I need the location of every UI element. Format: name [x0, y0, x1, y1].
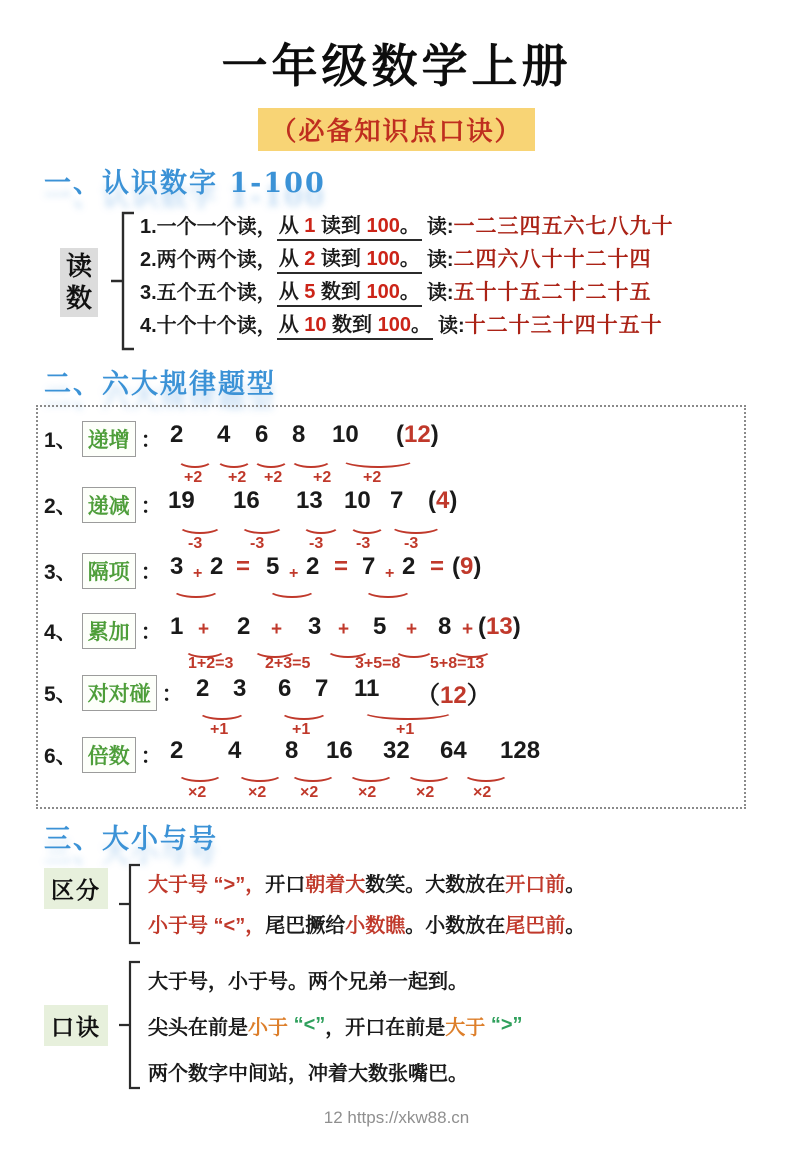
arc — [406, 765, 452, 782]
phrase-end-number: 100 — [377, 313, 411, 336]
step-label: -3 — [404, 535, 419, 552]
phrase-verb: 读到 — [315, 247, 367, 270]
segment: 小数瞧 — [345, 915, 406, 937]
segment: 尾巴前 — [505, 915, 566, 937]
item-colon: ： — [140, 561, 162, 584]
distinguish-line-greater — [148, 862, 585, 903]
segment: 数笑。大数放在 — [365, 874, 506, 896]
plus-sign: + — [289, 565, 299, 582]
sequence-number: 3 — [170, 553, 184, 580]
answer-number: 13 — [486, 613, 513, 640]
step-label: 1+2=3 — [188, 655, 234, 672]
item-colon: ： — [140, 495, 162, 518]
phrase-end-number: 100 — [366, 247, 400, 270]
sequence-number: 8 — [285, 737, 299, 764]
worksheet-page — [0, 30, 793, 1128]
arc — [302, 517, 340, 534]
page-footer: 12 https://xkw88.cn — [323, 1108, 470, 1127]
arc — [364, 581, 412, 598]
sequence-number: 4 — [228, 737, 242, 764]
read-label: 读: — [426, 249, 454, 271]
step-label: ×2 — [358, 784, 377, 801]
arc — [240, 517, 284, 534]
sequence-number: 11 — [354, 675, 380, 702]
answer-number: 4 — [436, 487, 450, 514]
arc — [177, 451, 213, 468]
distinguish-label: 区分 — [44, 868, 108, 909]
arc — [290, 765, 336, 782]
rule-prefix: 4.十个十个读， — [140, 315, 277, 337]
reading-rule-line — [140, 208, 793, 241]
phrase-from: 从 — [278, 313, 305, 336]
item-label: 递减 — [82, 487, 136, 523]
pattern-item-head — [44, 487, 162, 523]
arc — [341, 451, 415, 468]
underlined-phrase — [277, 275, 422, 307]
step-label: ×2 — [188, 784, 207, 801]
sequence-number: 19 — [168, 487, 195, 514]
segment: 。小数放在 — [405, 915, 506, 937]
phrase-verb: 数到 — [315, 280, 367, 303]
plus-sign: + — [406, 619, 418, 640]
arc — [253, 451, 289, 468]
sequence-number: 7 — [390, 487, 404, 514]
equals-sign: = — [236, 553, 251, 580]
bracket-wrap — [118, 862, 142, 946]
step-label: -3 — [188, 535, 203, 552]
sequence-number: 1 — [170, 613, 184, 640]
phrase-end-number: 100 — [366, 280, 400, 303]
paren-close: ) — [473, 553, 482, 580]
mnemonic-label: 口诀 — [44, 1005, 108, 1046]
phrase-start-number: 2 — [304, 247, 316, 270]
step-label: +2 — [363, 469, 382, 486]
phrase-period: 。 — [399, 280, 420, 303]
underlined-phrase — [277, 308, 433, 340]
phrase-verb: 读到 — [315, 214, 367, 237]
answer-number: 9 — [460, 553, 474, 580]
phrase-period: 。 — [399, 214, 420, 237]
reading-rules-group — [36, 208, 793, 354]
mnemonic-line-1 — [148, 956, 523, 1002]
rule-prefix: 2.两个两个读， — [140, 249, 277, 271]
phrase-from: 从 — [278, 280, 305, 303]
segment: 两个数字中间站，冲着大数张嘴巴。 — [148, 1062, 468, 1085]
segment: 。 — [565, 915, 586, 937]
sequence-number: 3 — [233, 675, 247, 702]
arc — [177, 765, 223, 782]
rule-prefix: 1.一个一个读， — [140, 216, 277, 238]
arc — [178, 517, 222, 534]
phrase-period: 。 — [411, 313, 431, 336]
step-label: -3 — [309, 535, 324, 552]
step-label: +2 — [264, 469, 283, 486]
sequence-number: 2 — [170, 737, 184, 764]
sequence-number: 16 — [326, 737, 353, 764]
bracket-shape — [118, 959, 142, 1091]
read-label: 读: — [426, 282, 454, 304]
step-label: +2 — [313, 469, 332, 486]
arc — [290, 451, 332, 468]
answer-number: 12 — [440, 682, 467, 709]
arc — [172, 581, 220, 598]
section3-heading: 三、大小与号 — [44, 824, 218, 855]
reading-rule-line — [140, 241, 793, 274]
segment: “<” — [293, 1013, 326, 1036]
phrase-start-number: 1 — [304, 214, 316, 237]
paren-close: ) — [449, 487, 458, 514]
sequence-number: 2 — [196, 675, 210, 702]
segment: 开口 — [265, 874, 306, 896]
pattern-item-head — [44, 613, 162, 649]
segment: ，开口在前是 — [325, 1016, 446, 1039]
plus-sign: + — [271, 619, 283, 640]
item-label: 倍数 — [82, 737, 136, 773]
mnemonic-lines — [148, 956, 523, 1094]
answer-number: 12 — [404, 421, 431, 448]
sequence-number: 2 — [210, 553, 224, 580]
step-label: 3+5=8 — [355, 655, 401, 672]
sequence-number: 2 — [170, 421, 184, 448]
page-title: 一年级数学上册 — [221, 39, 572, 93]
item-label: 累加 — [82, 613, 136, 649]
paren-open: ( — [428, 487, 436, 514]
sequence-number: 8 — [292, 421, 306, 448]
answer-group — [478, 613, 521, 641]
underlined-phrase — [277, 242, 422, 274]
answer-group — [452, 553, 481, 581]
sequence-number: 10 — [344, 487, 371, 514]
segment: 小于号 “<”， — [148, 915, 266, 937]
step-label: 5+8=13 — [430, 655, 485, 672]
pattern-item-head — [44, 421, 162, 457]
arc — [349, 517, 385, 534]
equals-sign: = — [430, 553, 445, 580]
paren-close: ) — [430, 421, 439, 448]
step-label: -3 — [250, 535, 265, 552]
paren-close: ) — [512, 613, 521, 640]
mnemonic-line-2 — [148, 1002, 523, 1048]
item-index: 1、 — [44, 429, 77, 452]
sequence-number: 3 — [308, 613, 322, 640]
plus-sign: + — [198, 619, 210, 640]
distinguish-line-less — [148, 903, 585, 944]
arc — [390, 517, 442, 534]
mnemonic-line-3 — [148, 1048, 523, 1094]
segment: 小于 — [248, 1016, 288, 1039]
sequence-number: 4 — [217, 421, 231, 448]
bracket-shape — [110, 210, 136, 352]
plus-sign: + — [462, 619, 474, 640]
arc — [216, 451, 252, 468]
pattern-item-head — [44, 675, 183, 711]
bracket-wrap — [118, 959, 142, 1091]
paren-open: ( — [452, 553, 460, 580]
reading-rule-line — [140, 274, 793, 307]
sequence-number: 2 — [306, 553, 320, 580]
item-index: 2、 — [44, 495, 77, 518]
reading-sequence: 一二三四五六七八九十 — [453, 212, 674, 238]
paren-close: ） — [466, 682, 491, 709]
phrase-end-number: 100 — [366, 214, 400, 237]
item-colon: ： — [161, 683, 183, 706]
sequence-number: 13 — [296, 487, 323, 514]
step-label: +1 — [292, 721, 311, 738]
item-colon: ： — [140, 621, 162, 644]
read-label: 读: — [438, 315, 465, 337]
distinguish-group — [44, 862, 793, 946]
item-label: 对对碰 — [82, 675, 157, 711]
pattern-item-head — [44, 737, 162, 773]
paren-open: ( — [478, 613, 486, 640]
patterns-box — [36, 405, 746, 809]
step-label: -3 — [356, 535, 371, 552]
step-label: +2 — [184, 469, 203, 486]
phrase-period: 。 — [399, 247, 420, 270]
item-index: 5、 — [44, 683, 77, 706]
arc — [280, 703, 328, 720]
segment: 大于号 “>”， — [148, 874, 266, 896]
item-colon: ： — [140, 429, 162, 452]
step-label: ×2 — [300, 784, 319, 801]
reading-rules-lines — [140, 208, 793, 340]
sequence-number: 16 — [233, 487, 260, 514]
step-label: ×2 — [416, 784, 435, 801]
reading-sequence: 二四六八十十二十四 — [453, 245, 652, 271]
item-label: 递增 — [82, 421, 136, 457]
arc — [198, 703, 246, 720]
section2-heading: 二、六大规律题型 — [44, 369, 276, 400]
answer-group — [428, 487, 457, 515]
item-label: 隔项 — [82, 553, 136, 589]
item-colon: ： — [140, 745, 162, 768]
phrase-start-number: 10 — [304, 313, 327, 336]
segment: 尖头在前是 — [148, 1016, 248, 1039]
read-label: 读: — [426, 216, 454, 238]
phrase-from: 从 — [278, 247, 305, 270]
item-index: 3、 — [44, 561, 77, 584]
plus-sign: + — [338, 619, 350, 640]
segment: 开口前 — [505, 874, 566, 896]
underlined-phrase — [277, 209, 422, 241]
step-label: +2 — [228, 469, 247, 486]
bracket-shape — [118, 862, 142, 946]
step-label: 2+3=5 — [265, 655, 311, 672]
equals-sign: = — [334, 553, 349, 580]
rule-prefix: 3.五个五个读， — [140, 282, 277, 304]
item-index: 4、 — [44, 621, 77, 644]
sequence-number: 6 — [255, 421, 269, 448]
side-label-dushu: 读数 — [60, 248, 98, 317]
distinguish-lines — [148, 862, 585, 944]
arc — [362, 703, 454, 720]
phrase-verb: 数到 — [326, 313, 378, 336]
paren-open: （ — [416, 682, 440, 709]
segment: “>” — [490, 1013, 523, 1036]
segment: 。 — [565, 874, 586, 896]
sequence-number: 5 — [373, 613, 387, 640]
sequence-number: 2 — [237, 613, 251, 640]
sequence-number: 128 — [500, 737, 541, 764]
sequence-number: 2 — [402, 553, 416, 580]
mnemonic-group — [44, 956, 793, 1094]
sequence-number: 8 — [438, 613, 452, 640]
plus-sign: + — [193, 565, 203, 582]
arc — [237, 765, 283, 782]
sequence-number: 10 — [332, 421, 359, 448]
reading-sequence: 五十十五二十二十五 — [453, 278, 652, 304]
item-index: 6、 — [44, 745, 77, 768]
section1-heading: 一、认识数字 1-100 — [44, 168, 326, 199]
step-label: ×2 — [473, 784, 492, 801]
arc — [348, 765, 394, 782]
step-label: +1 — [210, 721, 229, 738]
sequence-number: 32 — [383, 737, 410, 764]
step-label: ×2 — [248, 784, 267, 801]
plus-sign: + — [385, 565, 395, 582]
segment: 大于号，小于号。两个兄弟一起到。 — [148, 970, 468, 993]
paren-open: ( — [396, 421, 404, 448]
segment: 大于 — [445, 1016, 486, 1039]
subtitle-badge: （必备知识点口诀） — [258, 108, 534, 151]
pattern-item-head — [44, 553, 162, 589]
answer-group — [396, 421, 439, 449]
arc — [463, 765, 509, 782]
phrase-start-number: 5 — [304, 280, 316, 303]
arc — [268, 581, 316, 598]
subtitle-badge-row — [0, 108, 793, 151]
sequence-number: 5 — [266, 553, 280, 580]
segment: 朝着大 — [305, 874, 366, 896]
sequence-number: 6 — [278, 675, 292, 702]
reading-rule-line — [140, 307, 793, 340]
phrase-from: 从 — [278, 214, 305, 237]
sequence-number: 64 — [440, 737, 467, 764]
sequence-number: 7 — [362, 553, 376, 580]
segment: 尾巴撅给 — [265, 915, 346, 937]
step-label: +1 — [396, 721, 415, 738]
sequence-number: 7 — [315, 675, 329, 702]
reading-sequence: 十二十三十四十五十 — [464, 311, 663, 337]
